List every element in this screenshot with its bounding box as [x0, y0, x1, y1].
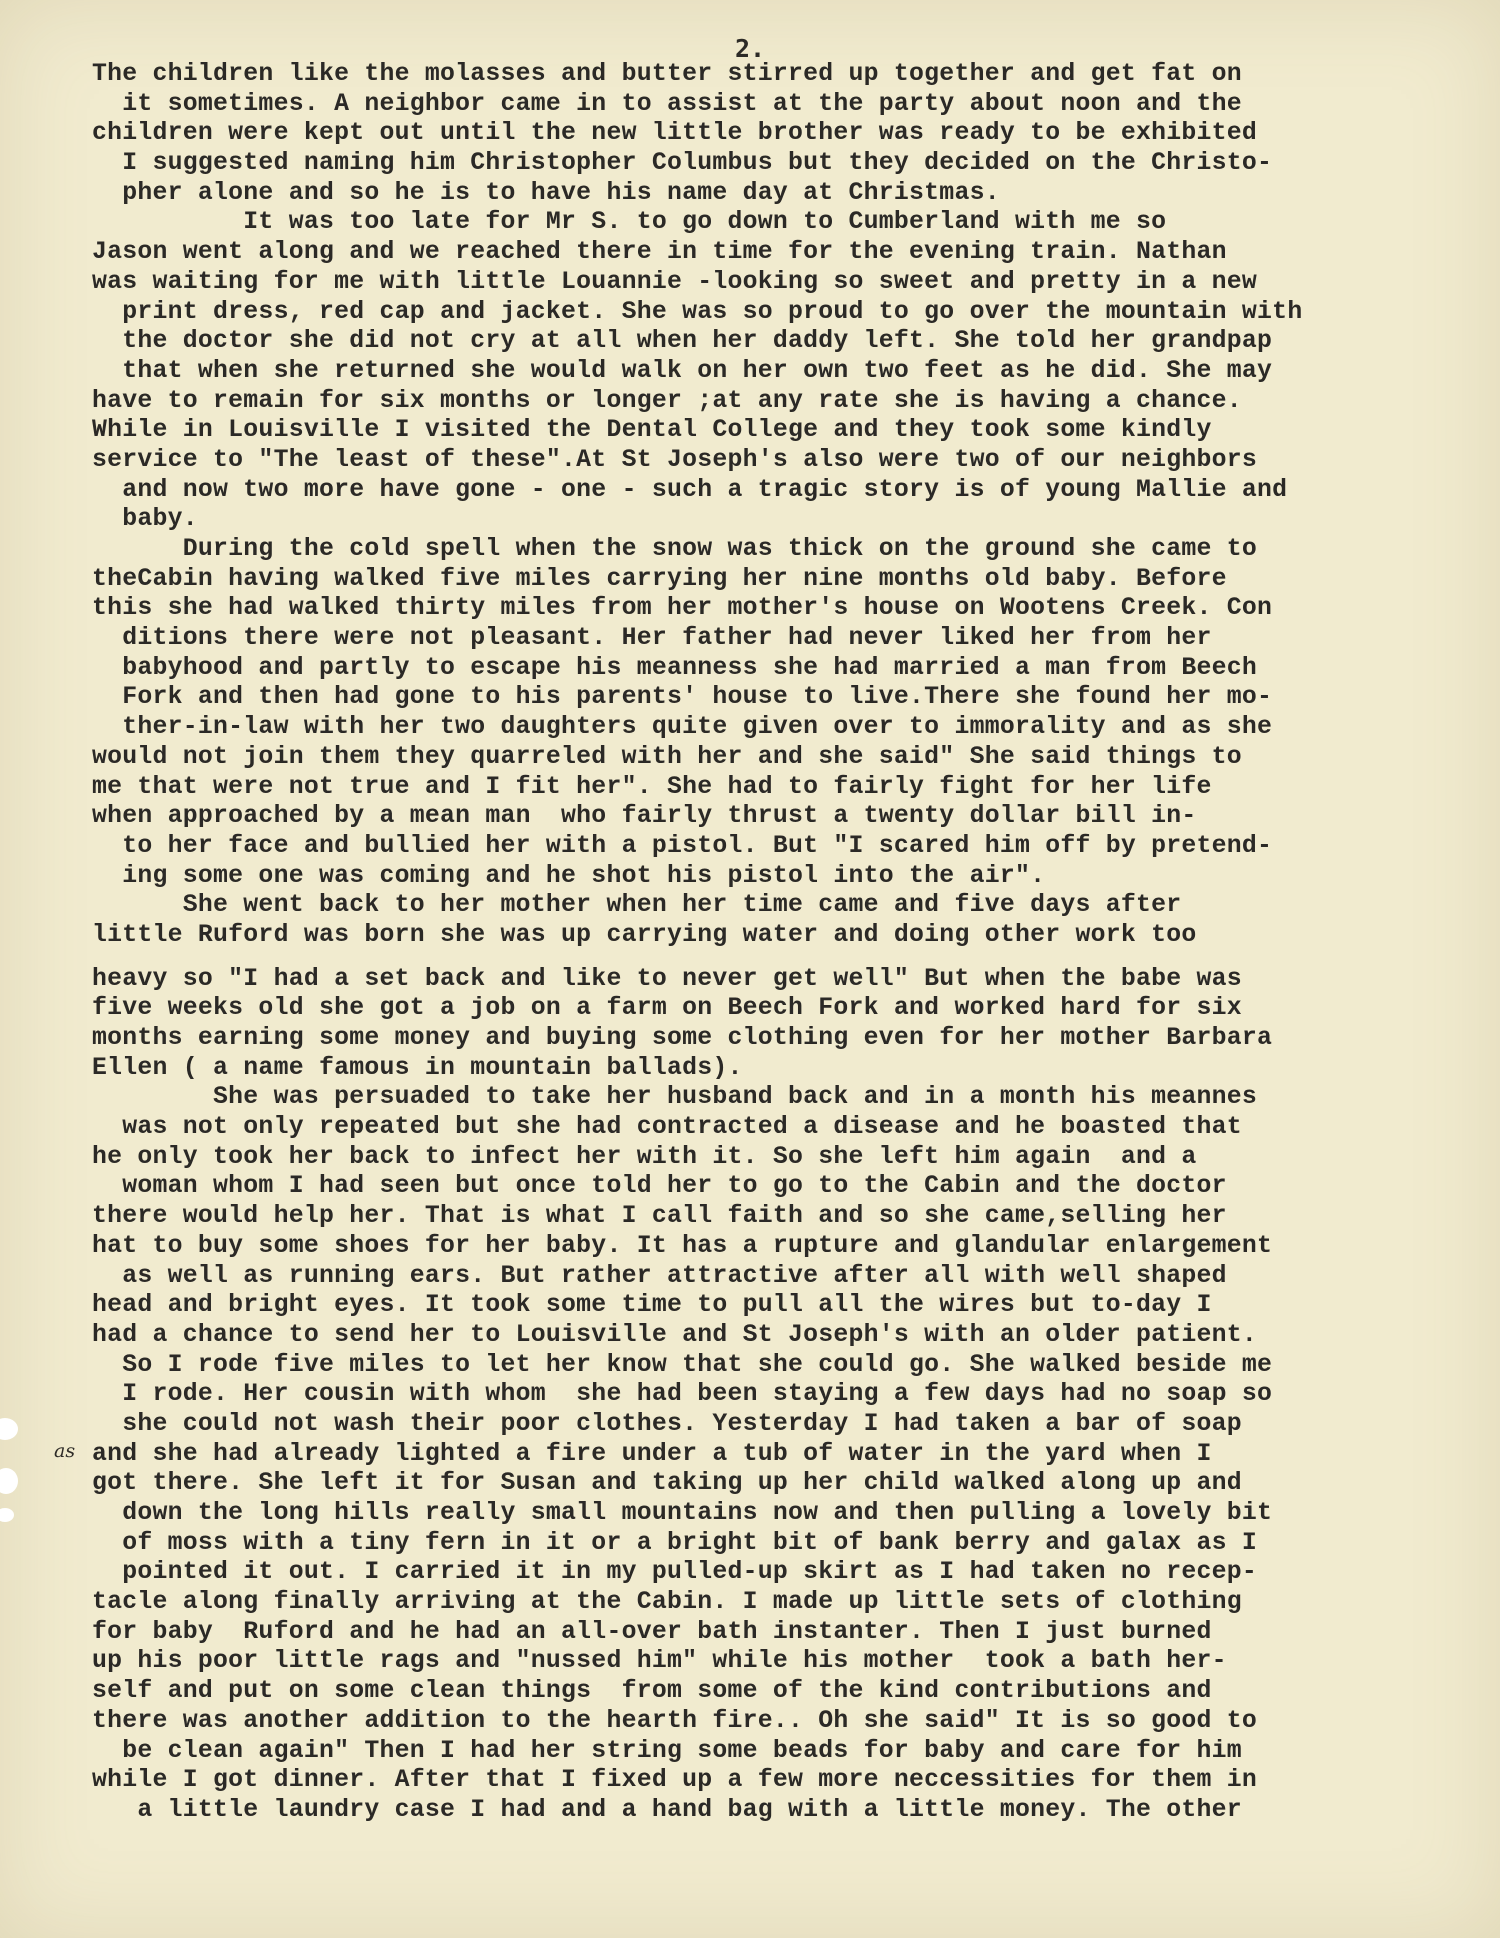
text-line: of moss with a tiny fern in it or a bright bit of bank berry and galax as I: [92, 1528, 1258, 1557]
text-line: down the long hills really small mountains now and then pulling a lovely bit: [92, 1499, 1273, 1527]
text-line: children were kept out until the new little brother was ready to be exhibited: [92, 119, 1258, 148]
text-line: five weeks old she got a job on a farm on Beech Fork and worked hard for six: [92, 994, 1242, 1023]
text-line: for baby Ruford and he had an all-over bath instanter. Then I just burned: [92, 1617, 1212, 1646]
text-line: there was another addition to the hearth fire.. Oh she said" It is so good to: [92, 1706, 1258, 1735]
text-line: a little laundry case I had and a hand bag with a little money. The other: [92, 1795, 1242, 1824]
page-number: 2.: [734, 34, 766, 63]
text-line: I suggested naming him Christopher Columbus but they decided on the Christo-: [92, 149, 1273, 178]
text-line: Ellen ( a name famous in mountain ballads).: [92, 1053, 743, 1082]
text-line: months earning some money and buying some clothing even for her mother Barbara: [92, 1024, 1273, 1052]
text-line: During the cold spell when the snow was thick on the ground she came to: [92, 535, 1258, 563]
text-line: would not join them they quarreled with her and she said" She said things to: [92, 742, 1242, 771]
text-line: Jason went along and we reached there in time for the evening train. Nathan: [92, 238, 1227, 267]
text-line: It was too late for Mr S. to go down to Cumberland with me so: [92, 208, 1167, 237]
text-line: heavy so "I had a set back and like to never get well" But when the babe was: [92, 964, 1242, 993]
text-line: head and bright eyes. It took some time to pull all the wires but to-day I: [92, 1291, 1212, 1320]
text-line: She was persuaded to take her husband back and in a month his meannes: [92, 1083, 1258, 1112]
text-line: had a chance to send her to Louisville and St Joseph's with an older patient.: [92, 1320, 1258, 1349]
text-line: theCabin having walked five miles carrying her nine months old baby. Before: [92, 564, 1227, 593]
text-line: she could not wash their poor clothes. Yesterday I had taken a bar of soap: [92, 1409, 1242, 1438]
text-line: Fork and then had gone to his parents' house to live.There she found her mo-: [92, 683, 1273, 712]
text-line: baby.: [92, 505, 198, 534]
text-line: was waiting for me with little Louannie -looking so sweet and pretty in a new: [92, 267, 1258, 296]
text-line: the doctor she did not cry at all when her daddy left. She told her grandpap: [92, 327, 1273, 356]
text-line: got there. She left it for Susan and taking up her child walked along up and: [92, 1469, 1242, 1498]
text-line: and she had already lighted a fire under a tub of water in the yard when I: [92, 1439, 1212, 1468]
text-line: pher alone and so he is to have his name day at Christmas.: [92, 178, 1000, 207]
text-line: as well as running ears. But rather attractive after all with well shaped: [92, 1261, 1227, 1290]
text-line: print dress, red cap and jacket. She was so proud to go over the mountain with: [92, 297, 1303, 326]
text-line: tacle along finally arriving at the Cabin. I made up little sets of clothing: [92, 1588, 1242, 1617]
paper-tear: [0, 1468, 18, 1494]
text-line: The children like the molasses and butter stirred up together and get fat on: [92, 60, 1242, 88]
text-line: it sometimes. A neighbor came in to assist at the party about noon and the: [92, 89, 1242, 118]
text-line: pointed it out. I carried it in my pulled-up skirt as I had taken no recep-: [92, 1558, 1258, 1587]
text-line: while I got dinner. After that I fixed up a few more neccessities for them in: [92, 1766, 1258, 1795]
paper-tear: [0, 1508, 14, 1522]
text-line: and now two more have gone - one - such a tragic story is of young Mallie and: [92, 475, 1288, 504]
text-line: ditions there were not pleasant. Her father had never liked her from her: [92, 624, 1212, 653]
text-line: me that were not true and I fit her". She had to fairly fight for her life: [92, 772, 1212, 801]
text-line: service to "The least of these".At St Joseph's also were two of our neighbors: [92, 445, 1258, 474]
text-line: self and put on some clean things from some of the kind contributions and: [92, 1677, 1212, 1706]
text-line: hat to buy some shoes for her baby. It has a rupture and glandular enlargement: [92, 1231, 1273, 1260]
text-line: be clean again" Then I had her string some beads for baby and care for him: [92, 1736, 1242, 1765]
text-line: when approached by a mean man who fairly thrust a twenty dollar bill in-: [92, 802, 1197, 831]
paper-tear: [0, 1418, 18, 1440]
text-line: that when she returned she would walk on her own two feet as he did. She may: [92, 356, 1273, 385]
text-line: to her face and bullied her with a pistol. But "I scared him off by pretend-: [92, 831, 1273, 860]
text-line: there would help her. That is what I call faith and so she came,selling her: [92, 1202, 1227, 1231]
margin-note: as: [54, 1440, 76, 1462]
text-line: woman whom I had seen but once told her to go to the Cabin and the doctor: [92, 1172, 1227, 1201]
text-line: ing some one was coming and he shot his pistol into the air".: [92, 861, 1046, 890]
text-line: little Ruford was born she was up carrying water and doing other work too: [92, 920, 1197, 949]
text-line: babyhood and partly to escape his meanness she had married a man from Beech: [92, 653, 1258, 682]
text-line: he only took her back to infect her with it. So she left him again and a: [92, 1142, 1197, 1171]
text-line: ther-in-law with her two daughters quite given over to immorality and as she: [92, 713, 1273, 742]
text-line: this she had walked thirty miles from her mother's house on Wootens Creek. Con: [92, 594, 1273, 623]
text-line: So I rode five miles to let her know that she could go. She walked beside me: [92, 1350, 1273, 1379]
text-line: have to remain for six months or longer ;at any rate she is having a chance.: [92, 386, 1242, 415]
text-line: While in Louisville I visited the Dental College and they took some kindly: [92, 416, 1212, 445]
text-line: I rode. Her cousin with whom she had been staying a few days had no soap so: [92, 1380, 1273, 1409]
text-line: She went back to her mother when her time came and five days after: [92, 891, 1182, 920]
letter-body-text: [92, 60, 1472, 1826]
text-line: was not only repeated but she had contracted a disease and he boasted that: [92, 1113, 1242, 1142]
text-line: up his poor little rags and "nussed him" while his mother took a bath her-: [92, 1647, 1227, 1676]
